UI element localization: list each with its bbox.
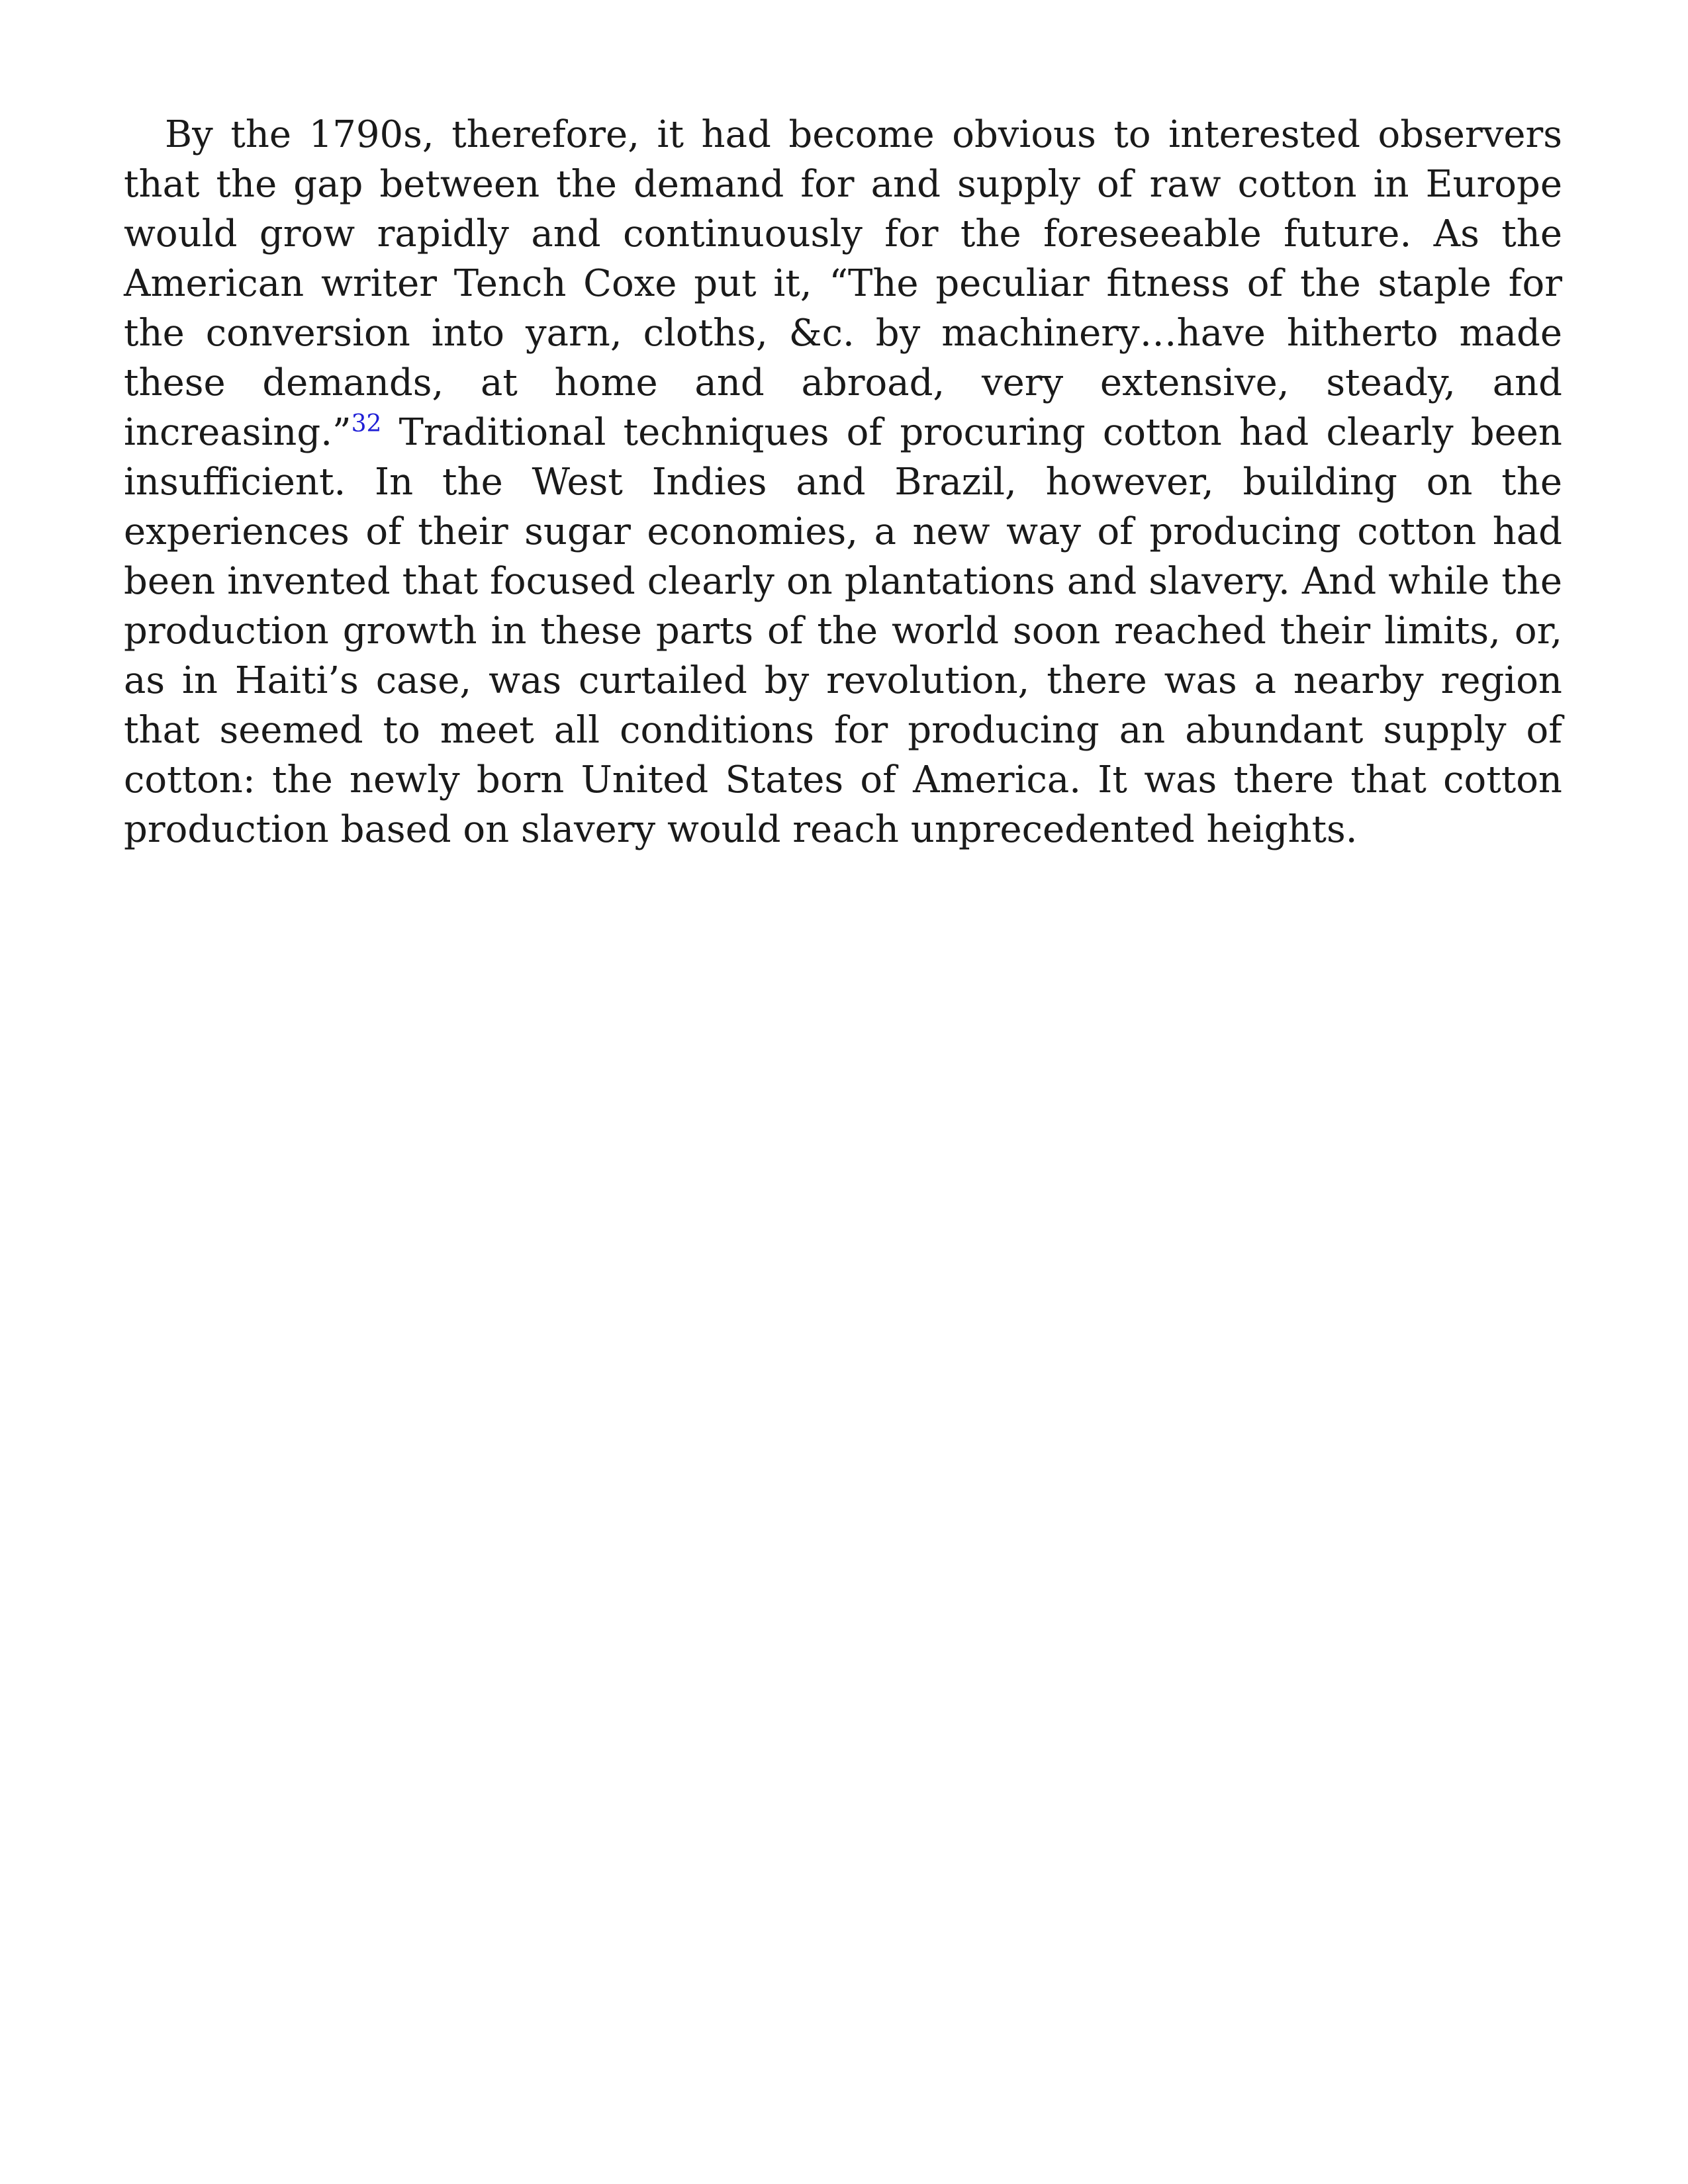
- footnote-link-32[interactable]: 32: [351, 410, 382, 437]
- paragraph-text-after-footnote: Traditional techniques of procuring cotton had clearly been insufficient. In the West Indies and Brazil, however, building on the experiences of their sugar economies, a new way of producing cotton had been invented that focused clearly on plantations and slavery. And while the production growth in these parts of the world soon reached their limits, or, as in Haiti’s case, was curtailed by revolution, there was a nearby region that seemed to meet all conditions for producing an abundant supply of cotton: the newly born United States of America. It was there that cotton production based on slavery would reach unprecedented heights.: [124, 411, 1562, 851]
- paragraph-text-before-footnote: By the 1790s, therefore, it had become obvious to interested observers that the gap between the demand for and supply of raw cotton in Europe would grow rapidly and continuously for the foreseeable future. As the American writer Tench Coxe put it, “The peculiar fitness of the staple for the conversion into yarn, cloths, &c. by machinery…have hitherto made these demands, at home and abroad, very extensive, steady, and increasing.”: [124, 113, 1562, 454]
- body-paragraph: [124, 110, 1562, 854]
